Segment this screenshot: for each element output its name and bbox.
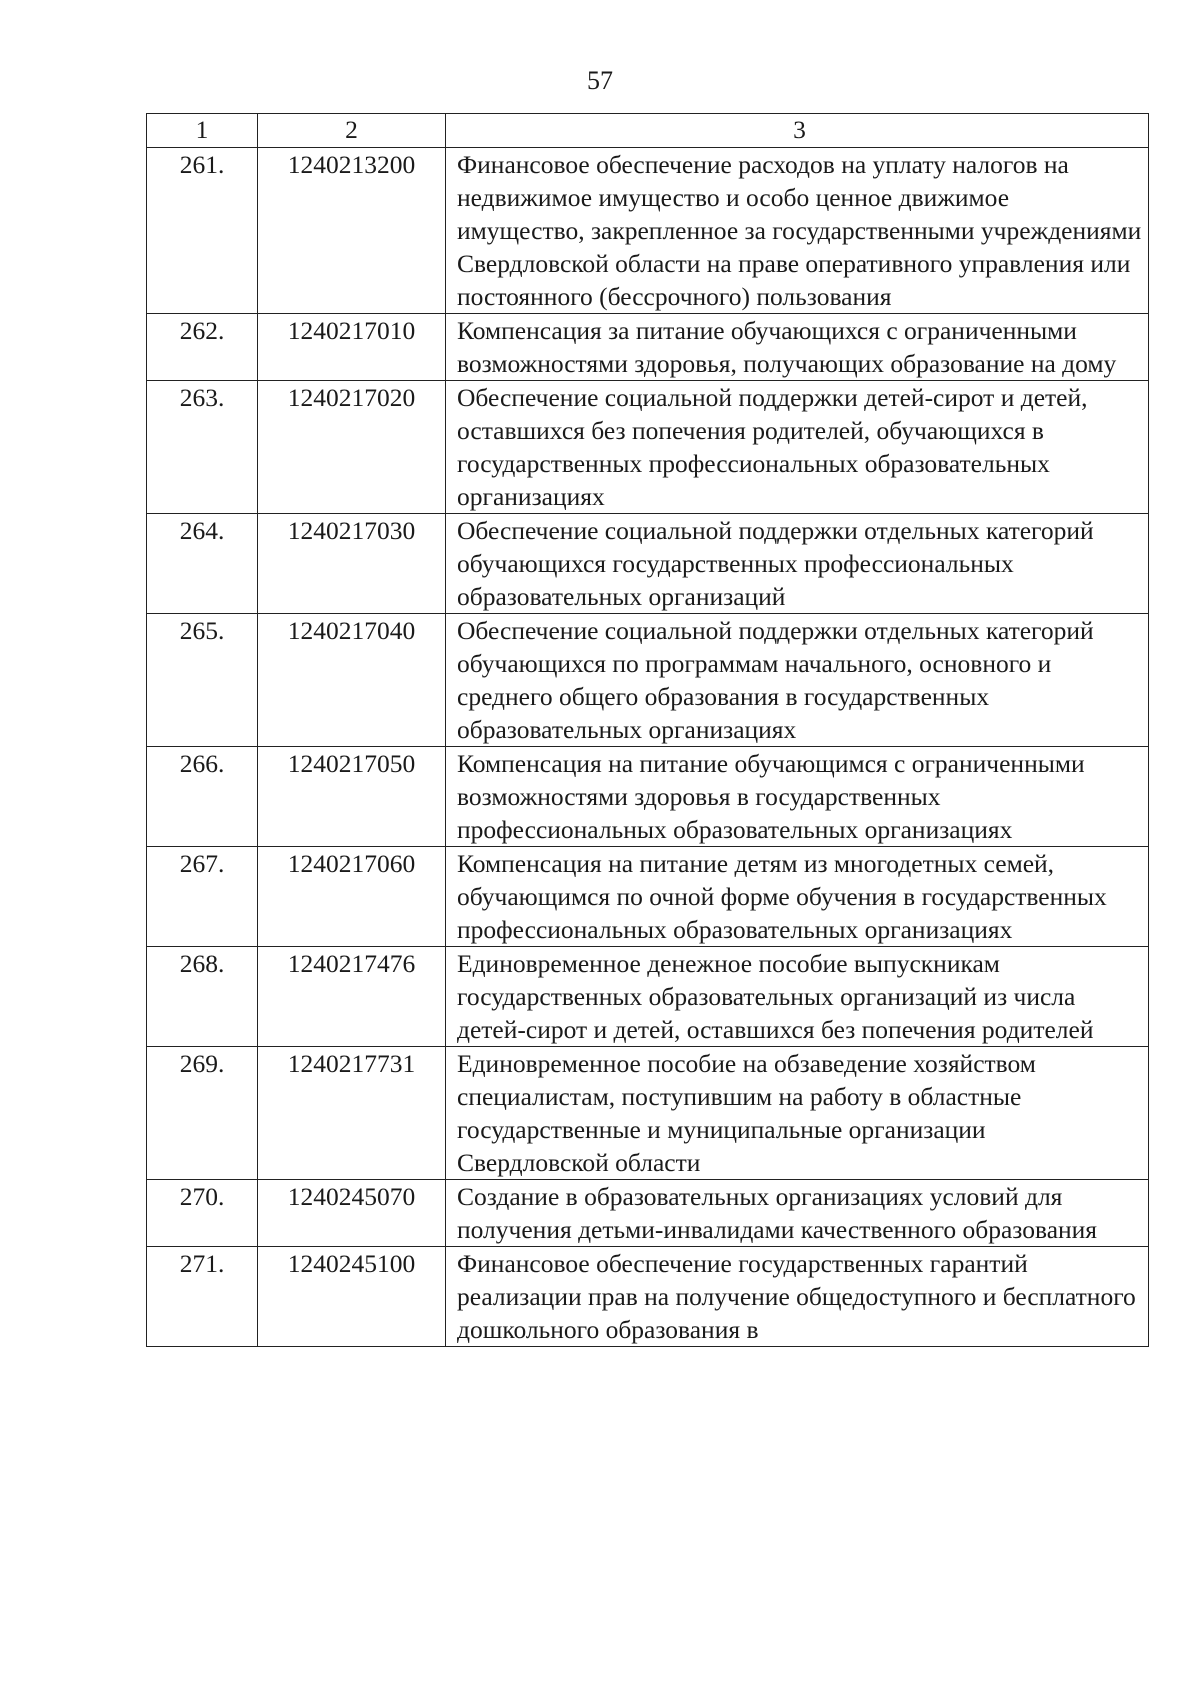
row-code: 1240217050 xyxy=(258,747,446,847)
row-code: 1240217010 xyxy=(258,314,446,381)
table-row xyxy=(147,148,1149,314)
table-row xyxy=(147,747,1149,847)
header-col-1: 1 xyxy=(147,114,258,148)
table-header-row xyxy=(147,114,1149,148)
row-number: 267. xyxy=(147,847,258,947)
row-code: 1240217030 xyxy=(258,514,446,614)
row-code: 1240213200 xyxy=(258,148,446,314)
table-row xyxy=(147,1247,1149,1347)
row-description: Обеспечение социальной поддержки детей-сирот и детей, оставшихся без попечения родителей, обучающихся в государственных профессиональных образовательных организациях xyxy=(446,381,1149,514)
row-code: 1240245100 xyxy=(258,1247,446,1347)
table-row xyxy=(147,1180,1149,1247)
row-description: Компенсация на питание детям из многодетных семей, обучающимся по очной форме обучения в государственных профессиональных образовательных организациях xyxy=(446,847,1149,947)
row-description: Единовременное пособие на обзаведение хозяйством специалистам, поступившим на работу в областные государственные и муниципальные организации Свердловской области xyxy=(446,1047,1149,1180)
table-row xyxy=(147,514,1149,614)
row-number: 269. xyxy=(147,1047,258,1180)
row-description: Финансовое обеспечение государственных гарантий реализации прав на получение общедоступного и бесплатного дошкольного образования в xyxy=(446,1247,1149,1347)
row-description: Финансовое обеспечение расходов на уплату налогов на недвижимое имущество и особо ценное движимое имущество, закрепленное за государственными учреждениями Свердловской области на праве оперативного управления или постоянного (бессрочного) пользования xyxy=(446,148,1149,314)
table-row xyxy=(147,614,1149,747)
row-code: 1240217476 xyxy=(258,947,446,1047)
row-number: 270. xyxy=(147,1180,258,1247)
header-col-2: 2 xyxy=(258,114,446,148)
row-description: Создание в образовательных организациях условий для получения детьми-инвалидами качественного образования xyxy=(446,1180,1149,1247)
row-code: 1240217040 xyxy=(258,614,446,747)
table-row xyxy=(147,847,1149,947)
header-col-3: 3 xyxy=(446,114,1149,148)
budget-codes-table xyxy=(146,113,1149,1347)
row-description: Обеспечение социальной поддержки отдельных категорий обучающихся государственных профессиональных образовательных организаций xyxy=(446,514,1149,614)
table-row xyxy=(147,314,1149,381)
table-row xyxy=(147,1047,1149,1180)
table-row xyxy=(147,381,1149,514)
row-description: Обеспечение социальной поддержки отдельных категорий обучающихся по программам начального, основного и среднего общего образования в государственных образовательных организациях xyxy=(446,614,1149,747)
page-number: 57 xyxy=(587,66,613,95)
row-number: 268. xyxy=(147,947,258,1047)
row-code: 1240245070 xyxy=(258,1180,446,1247)
row-number: 261. xyxy=(147,148,258,314)
row-number: 264. xyxy=(147,514,258,614)
row-number: 265. xyxy=(147,614,258,747)
row-code: 1240217020 xyxy=(258,381,446,514)
row-number: 266. xyxy=(147,747,258,847)
row-code: 1240217731 xyxy=(258,1047,446,1180)
row-description: Компенсация на питание обучающимся с ограниченными возможностями здоровья в государственных профессиональных образовательных организациях xyxy=(446,747,1149,847)
row-number: 262. xyxy=(147,314,258,381)
table-row xyxy=(147,947,1149,1047)
row-description: Компенсация за питание обучающихся с ограниченными возможностями здоровья, получающих образование на дому xyxy=(446,314,1149,381)
row-number: 271. xyxy=(147,1247,258,1347)
row-description: Единовременное денежное пособие выпускникам государственных образовательных организаций из числа детей-сирот и детей, оставшихся без попечения родителей xyxy=(446,947,1149,1047)
row-number: 263. xyxy=(147,381,258,514)
row-code: 1240217060 xyxy=(258,847,446,947)
